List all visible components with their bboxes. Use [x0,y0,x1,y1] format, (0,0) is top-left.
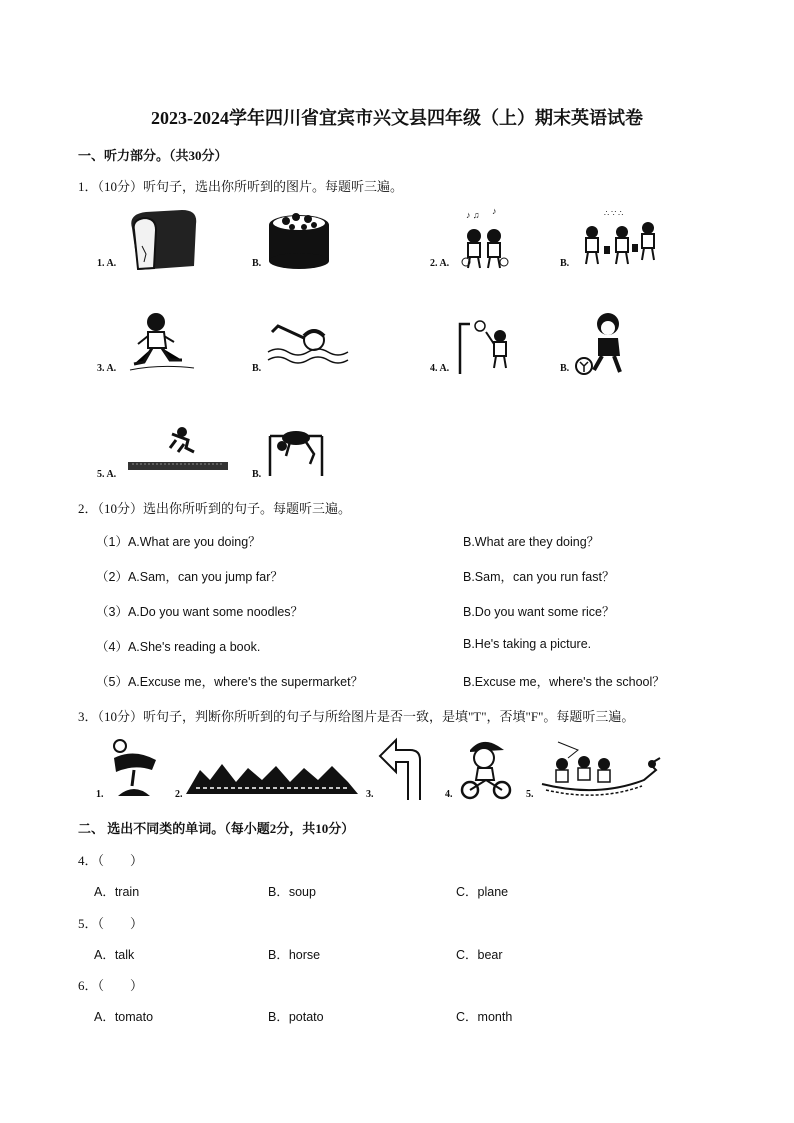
q3-label: 3. [366,789,374,800]
q2-option-a: （5）A.Excuse me，where's the supermarket？ [96,675,364,689]
q1-label: B. [560,258,570,269]
q1-label: B. [252,258,262,269]
bread-icon [124,206,200,274]
q3-text: 3．（10分）听句子，判断你所听到的句子与所给图片是否一致，是填"T"，否填"F"。每题听三遍。 [78,709,635,724]
children-playing-icon [574,206,664,270]
choice-c: C．plane [456,885,509,899]
choice-a: A．tomato [94,1010,154,1024]
svg-text:♪: ♪ [492,206,497,216]
question-number: 4．（ ） [78,853,144,868]
long-jump-icon [128,424,230,472]
q2-option-b: B.He's taking a picture. [463,637,592,651]
q2-option-b: B.Sam，can you run fast？ [463,570,615,584]
q1-label: 5. A. [97,469,117,480]
q2-option-b: B.Excuse me，where's the school？ [463,675,665,689]
q1-text: 1．（10分）听句子，选出你所听到的图片。每题听三遍。 [78,179,404,194]
choice-a: A．talk [94,948,135,962]
svg-text:♪ ♫: ♪ ♫ [466,210,480,220]
q2-option-a: （1）A.What are you doing？ [96,535,261,549]
q2-option-b: B.Do you want some rice？ [463,605,615,619]
cake-icon [266,205,332,269]
q2-option-a: （3）A.Do you want some noodles？ [96,605,304,619]
basketball-icon [456,318,516,374]
q1-label: B. [560,363,570,374]
q3-label: 2. [175,789,183,800]
q2-option-a: （4）A.She's reading a book. [96,640,261,654]
page-title: 2023-2024学年四川省宜宾市兴文县四年级（上）期末英语试卷 [151,108,643,128]
q3-label: 4. [445,789,453,800]
boy-running-icon [130,310,196,376]
question-number: 6．（ ） [78,978,144,993]
section2-heading: 二、 选出不同类的单词。（每小题2分，共10分） [78,821,355,836]
children-singing-icon [458,206,514,270]
q2-text: 2．（10分）选出你所听到的句子。每题听三遍。 [78,501,352,516]
q1-label: 2. A. [430,258,450,269]
section1-heading: 一、听力部分。（共30分） [78,148,228,163]
choice-a: A．train [94,885,140,899]
q3-label: 5. [526,789,534,800]
choice-b: B．potato [268,1010,324,1024]
mountains-icon [186,760,358,798]
question-number: 5．（ ） [78,916,144,931]
choice-c: C．month [456,1010,513,1024]
turn-left-arrow-icon [378,738,434,800]
svg-text:∴ ∵ ∴: ∴ ∵ ∴ [604,209,624,218]
swimmer-icon [268,318,354,366]
soccer-boy-icon [574,310,634,378]
dragon-boat-icon [538,740,662,798]
q2-option-b: B.What are they doing？ [463,535,600,549]
q1-label: 4. A. [430,363,450,374]
q1-label: 1. A. [97,258,117,269]
choice-b: B．soup [268,885,316,899]
choice-c: C．bear [456,948,503,962]
boy-cycling-icon [458,736,516,800]
q3-label: 1. [96,789,104,800]
q1-label: B. [252,469,262,480]
q1-label: B. [252,363,262,374]
q1-label: 3. A. [97,363,117,374]
q2-option-a: （2）A.Sam，can you jump far？ [96,570,283,584]
boy-tumbling-icon [106,738,164,800]
choice-b: B．horse [268,948,321,962]
high-jump-icon [266,424,328,476]
